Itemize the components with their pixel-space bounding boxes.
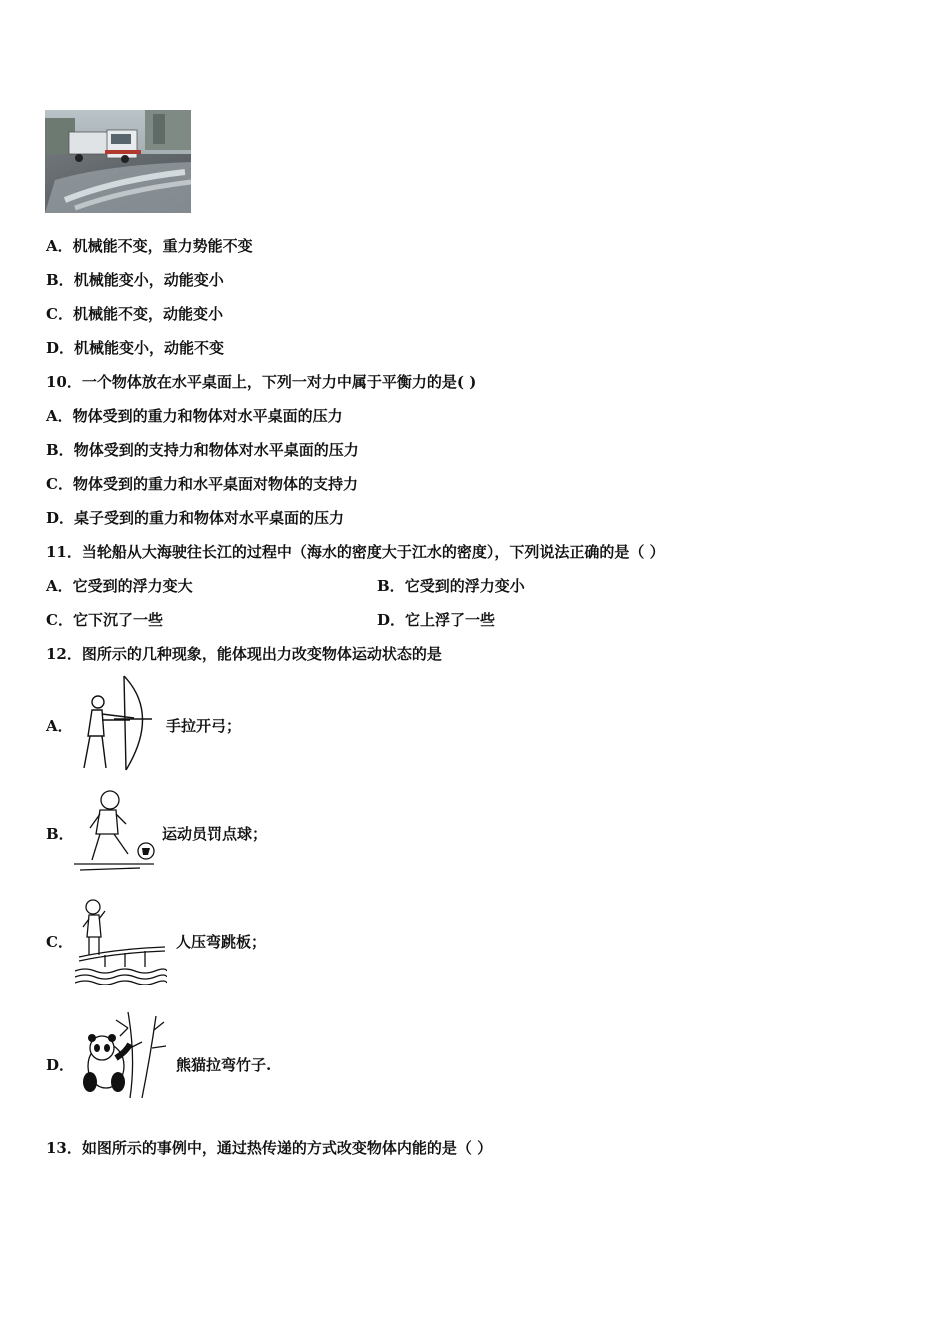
- option-text: 它下沉了一些: [72, 611, 163, 629]
- option-text: 机械能不变，动能变小: [72, 305, 223, 323]
- footballer-figure: [70, 788, 158, 876]
- option-letter: A．: [46, 407, 73, 425]
- option-text: 它上浮了一些: [405, 611, 496, 629]
- q12-option-a-letter: A．: [46, 717, 73, 735]
- q10-option-a: [46, 406, 343, 426]
- option-letter: C．: [46, 611, 73, 629]
- street-sweeper-illustration: [45, 110, 191, 213]
- option-text: 物体受到的重力和水平桌面对物体的支持力: [72, 475, 358, 493]
- option-text: 桌子受到的重力和物体对水平桌面的压力: [74, 509, 345, 527]
- option-letter: C．: [46, 305, 73, 323]
- q9-option-d: [46, 338, 224, 358]
- q10-option-b: [46, 440, 359, 460]
- q11-option-d: [377, 610, 495, 630]
- street-sweeper-photo: [45, 110, 191, 213]
- q11-option-a: [46, 576, 193, 596]
- diver-figure: [75, 897, 167, 989]
- q12-stem: 12．图所示的几种现象，能体现出力改变物体运动状态的是: [46, 645, 442, 663]
- q10-option-c: [46, 474, 358, 494]
- q12-option-b-text: 运动员罚点球；: [162, 825, 268, 843]
- option-letter: D．: [46, 339, 75, 357]
- option-text: 机械能变小，动能变小: [73, 271, 224, 289]
- option-letter: B．: [46, 271, 74, 289]
- q12-option-b-letter: B．: [46, 825, 74, 843]
- option-text: 它受到的浮力变大: [72, 577, 193, 595]
- q12-option-c-letter: C．: [46, 933, 73, 951]
- archer-figure: [74, 674, 159, 776]
- q12-option-d-letter: D．: [46, 1056, 75, 1074]
- q12-option-a-text: 手拉开弓；: [166, 717, 242, 735]
- option-text: 物体受到的重力和物体对水平桌面的压力: [72, 407, 343, 425]
- footballer-icon: [70, 788, 158, 872]
- archer-icon: [74, 674, 159, 772]
- q12-option-c-text: 人压弯跳板；: [176, 933, 267, 951]
- option-text: 机械能不变，重力势能不变: [72, 237, 253, 255]
- q10-stem: 10．一个物体放在水平桌面上，下列一对力中属于平衡力的是( ): [46, 373, 477, 391]
- q11-stem: 11．当轮船从大海驶往长江的过程中（海水的密度大于江水的密度），下列说法正确的是（ ）: [46, 543, 665, 561]
- panda-figure: [80, 1008, 170, 1104]
- q11-option-c: [46, 610, 163, 630]
- q9-option-a: [46, 236, 253, 256]
- q11-option-b: [377, 576, 525, 596]
- option-text: 机械能变小，动能不变: [74, 339, 225, 357]
- option-letter: A．: [46, 237, 73, 255]
- q12-option-d-text: 熊猫拉弯竹子.: [176, 1056, 272, 1074]
- diving-board-icon: [75, 897, 167, 985]
- option-letter: D．: [377, 611, 406, 629]
- option-letter: A．: [46, 577, 73, 595]
- option-text: 物体受到的支持力和物体对水平桌面的压力: [73, 441, 359, 459]
- option-letter: D．: [46, 509, 75, 527]
- panda-bamboo-icon: [80, 1008, 170, 1100]
- option-letter: C．: [46, 475, 73, 493]
- q9-option-b: [46, 270, 224, 290]
- q9-option-c: [46, 304, 223, 324]
- q13-stem: 13．如图所示的事例中，通过热传递的方式改变物体内能的是（ ）: [46, 1139, 493, 1157]
- q10-option-d: [46, 508, 344, 528]
- option-letter: B．: [46, 441, 74, 459]
- option-letter: B．: [377, 577, 405, 595]
- option-text: 它受到的浮力变小: [404, 577, 525, 595]
